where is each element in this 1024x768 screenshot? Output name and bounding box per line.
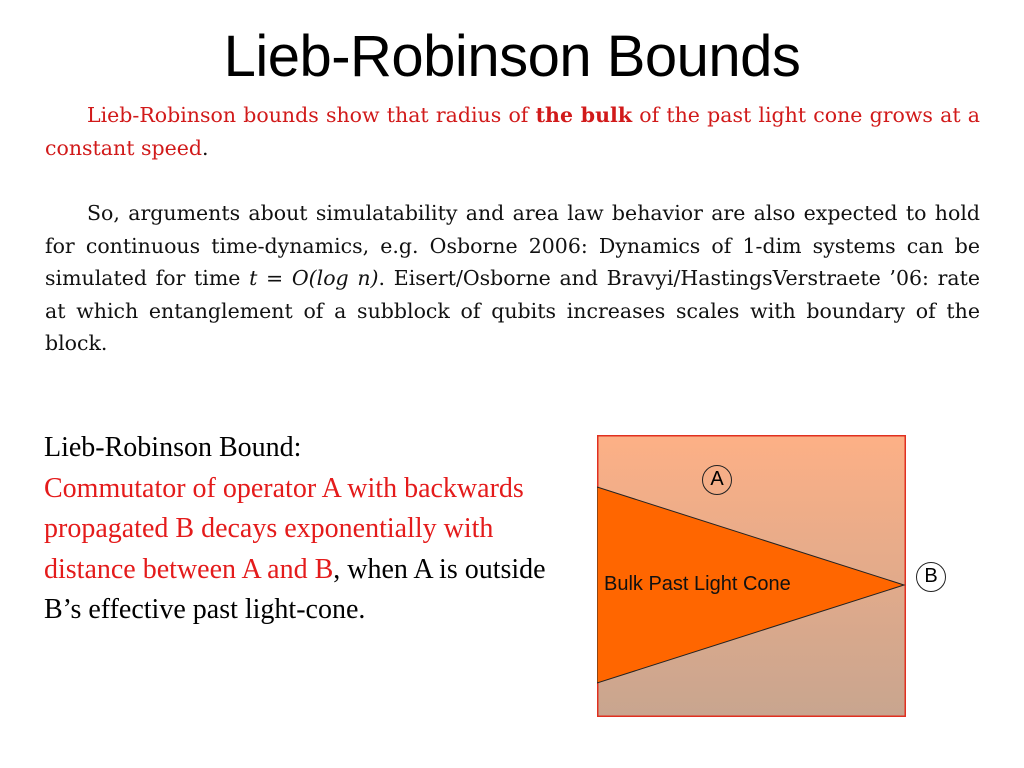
paragraph2-text-a: So, arguments about simulatability and area law behavior are also expected to hold for continuous time-dynamics, e.g. Osborne 2006: Dynamics of 1-dim systems can be simulated for time [45, 201, 980, 290]
paragraph-light-cone [45, 99, 980, 164]
paragraph2-math: t = O(log n) [249, 266, 379, 290]
slide-title: Lieb-Robinson Bounds [223, 24, 801, 89]
bound-heading: Lieb-Robinson Bound: [44, 432, 302, 463]
lieb-robinson-bound-text [44, 428, 554, 631]
cone-label: Bulk Past Light Cone [604, 573, 791, 595]
paragraph1-bold: the bulk [535, 103, 633, 127]
paragraph-simulatability [45, 197, 980, 360]
paragraph1-text-b: of the past light cone grows at a constant speed [45, 103, 980, 160]
operator-a-label: A [702, 465, 732, 495]
bound-red-text: Commutator of operator A with backwards propagated B decays exponentially with distance between A and B [44, 472, 524, 585]
paragraph2-text-b: . Eisert/Osborne and Bravyi/HastingsVerstraete ’06: rate at which entanglement of a subblock of qubits increases scales with boundary of the block. [45, 266, 980, 355]
paragraph1-period: . [202, 135, 209, 160]
paragraph1-text-a: Lieb-Robinson bounds show that radius of [87, 103, 536, 127]
bound-black-text: , when A is outside B’s effective past light-cone. [44, 553, 546, 625]
operator-b-label: B [916, 562, 946, 592]
